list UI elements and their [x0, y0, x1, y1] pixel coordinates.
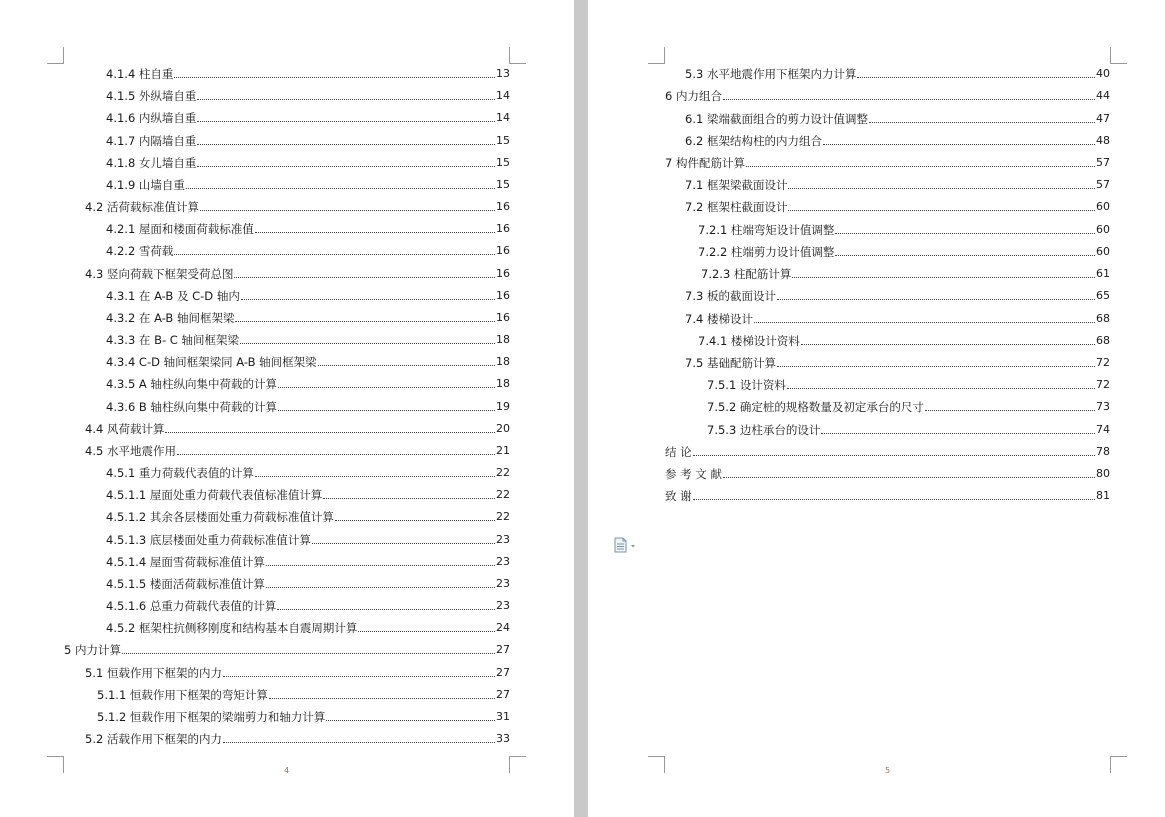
- dot-leader: [801, 344, 1095, 345]
- toc-entry[interactable]: [106, 132, 510, 148]
- crop-mark: [509, 756, 526, 773]
- page-5: [588, 0, 1165, 817]
- toc-entry-title: 7.2 框架柱截面设计: [685, 200, 788, 215]
- toc-entry[interactable]: [106, 65, 510, 81]
- toc-entry[interactable]: [698, 243, 1110, 259]
- dot-leader: [823, 144, 1095, 145]
- dot-leader: [835, 255, 1095, 256]
- toc-entry-page: 27: [496, 687, 510, 701]
- dot-leader: [335, 520, 495, 521]
- toc-entry[interactable]: [707, 421, 1110, 437]
- toc-entry[interactable]: [698, 221, 1110, 237]
- toc-entry-title: 4.5.1.2 其余各层楼面处重力荷载标准值计算: [106, 510, 334, 525]
- toc-entry-page: 27: [496, 665, 510, 679]
- toc-entry[interactable]: [685, 354, 1110, 370]
- toc-entry-title: 7.4.1 楼梯设计资料: [698, 333, 800, 348]
- toc-entry-page: 22: [496, 466, 510, 480]
- toc-entry-page: 33: [496, 732, 510, 746]
- toc-entry-page: 65: [1096, 289, 1110, 303]
- toc-entry-page: 18: [496, 355, 510, 369]
- crop-mark: [509, 47, 526, 64]
- toc-entry[interactable]: [85, 730, 510, 746]
- crop-mark: [648, 756, 665, 773]
- toc-entry-page: 40: [1096, 67, 1110, 80]
- toc-entry[interactable]: [106, 309, 510, 325]
- toc-entry[interactable]: [106, 287, 510, 303]
- dot-leader: [197, 144, 495, 145]
- toc-entry[interactable]: [85, 664, 510, 680]
- dot-leader: [792, 277, 1095, 278]
- toc-entry-page: 15: [496, 177, 510, 191]
- dot-leader: [122, 653, 495, 654]
- toc-entry-page: 23: [496, 554, 510, 568]
- toc-entry[interactable]: [106, 508, 510, 524]
- crop-mark: [648, 47, 665, 64]
- toc-entry-page: 13: [496, 67, 510, 80]
- toc-entry[interactable]: [106, 242, 510, 258]
- toc-entry[interactable]: [106, 176, 510, 192]
- toc-entry[interactable]: [106, 353, 510, 369]
- toc-entry-page: 16: [496, 244, 510, 258]
- document-icon[interactable]: [613, 537, 637, 553]
- dot-leader: [869, 122, 1095, 123]
- toc-entry-title: 7.5.1 设计资料: [707, 378, 786, 393]
- toc-entry[interactable]: [106, 619, 510, 635]
- toc-entry-title: 4.1.8 女儿墙自重: [106, 155, 197, 170]
- dot-leader: [266, 565, 495, 566]
- toc-entry[interactable]: [64, 641, 510, 657]
- toc-entry[interactable]: [106, 375, 510, 391]
- toc-entry-title: 4.5 水平地震作用: [85, 443, 176, 458]
- dot-leader: [174, 77, 495, 78]
- toc-entry-page: 81: [1096, 489, 1110, 503]
- dot-leader: [255, 476, 495, 477]
- toc-entry[interactable]: [106, 154, 510, 170]
- toc-entry-title: 4.1.4 柱自重: [106, 67, 174, 81]
- toc-entry[interactable]: [97, 708, 510, 724]
- dot-leader: [186, 188, 495, 189]
- toc-entry-page: 31: [496, 709, 510, 723]
- page-number: 5: [885, 766, 891, 775]
- dot-leader: [177, 454, 495, 455]
- crop-mark: [47, 47, 64, 64]
- dot-leader: [234, 277, 495, 278]
- dot-leader: [746, 166, 1095, 167]
- toc-entry-title: 7.5.3 边柱承台的设计: [707, 422, 821, 437]
- dot-leader: [723, 477, 1095, 478]
- toc-entry-title: 5.1.1 恒载作用下框架的弯矩计算: [97, 687, 268, 702]
- toc-entry-page: 57: [1096, 155, 1110, 169]
- toc-entry-title: 4.5.1.4 屋面雪荷载标准值计算: [106, 554, 265, 569]
- toc-entry[interactable]: [707, 398, 1110, 414]
- toc-entry-page: 16: [496, 266, 510, 280]
- toc-entry-title: 4.3.4 C-D 轴间框架梁同 A-B 轴间框架梁: [106, 355, 317, 370]
- toc-entry-page: 80: [1096, 467, 1110, 481]
- dot-leader: [197, 99, 495, 100]
- dot-leader: [223, 676, 495, 677]
- toc-entry[interactable]: [106, 531, 510, 547]
- toc-entry-page: 72: [1096, 356, 1110, 369]
- toc-entry[interactable]: [106, 486, 510, 502]
- dot-leader: [723, 99, 1095, 100]
- toc-entry[interactable]: [665, 87, 1110, 103]
- toc-entry-title: 4.1.7 内隔墙自重: [106, 133, 197, 148]
- toc-entry-page: 57: [1096, 178, 1110, 192]
- toc-entry-title: 7.5.2 确定桩的规格数量及初定承台的尺寸: [707, 400, 924, 415]
- dot-leader: [235, 321, 495, 322]
- toc-entry[interactable]: [665, 465, 1110, 481]
- toc-entry-title: 5.2 活载作用下框架的内力: [85, 732, 222, 747]
- toc-entry[interactable]: [685, 65, 1110, 81]
- toc-entry-page: 14: [496, 111, 510, 125]
- toc-entry[interactable]: [698, 332, 1110, 348]
- toc-entry-page: 24: [496, 621, 510, 635]
- toc-entry[interactable]: [106, 553, 510, 569]
- toc-entry[interactable]: [685, 132, 1110, 148]
- crop-mark: [1110, 756, 1127, 773]
- toc-entry-title: 5.1 恒载作用下框架的内力: [85, 665, 222, 680]
- toc-entry[interactable]: [665, 154, 1110, 170]
- dot-leader: [223, 742, 495, 743]
- dot-leader: [200, 210, 495, 211]
- toc-entry-page: 78: [1096, 444, 1110, 458]
- toc-entry-page: 23: [496, 576, 510, 590]
- toc-entry-title: 结 论: [665, 444, 692, 459]
- toc-entry-title: 4.1.6 内纵墙自重: [106, 111, 197, 126]
- toc-entry-page: 21: [496, 443, 510, 457]
- toc-entry-page: 60: [1096, 200, 1110, 214]
- toc-entry[interactable]: [97, 686, 510, 702]
- toc-entry[interactable]: [106, 109, 510, 125]
- toc-entry-page: 16: [496, 288, 510, 302]
- toc-entry-page: 18: [496, 333, 510, 346]
- toc-entry-title: 4.3.2 在 A-B 轴间框架梁: [106, 310, 235, 325]
- toc-entry-title: 6 内力组合: [665, 89, 722, 104]
- dot-leader: [777, 299, 1095, 300]
- toc-entry[interactable]: [106, 398, 510, 414]
- toc-entry-title: 4.5.1 重力荷载代表值的计算: [106, 466, 254, 481]
- dot-leader: [925, 410, 1095, 411]
- toc-entry-page: 74: [1096, 422, 1110, 436]
- toc-entry[interactable]: [665, 443, 1110, 459]
- dot-leader: [278, 410, 495, 411]
- toc-entry-title: 7.2.1 柱端弯矩设计值调整: [698, 222, 835, 237]
- dot-leader: [197, 166, 495, 167]
- toc-entry-page: 60: [1096, 244, 1110, 258]
- toc-entry-page: 44: [1096, 89, 1110, 103]
- toc-entry-page: 48: [1096, 133, 1110, 147]
- toc-entry-title: 7.1 框架梁截面设计: [685, 178, 788, 193]
- toc-entry-page: 68: [1096, 311, 1110, 325]
- crop-mark: [47, 756, 64, 773]
- toc-entry-page: 68: [1096, 333, 1110, 347]
- toc-entry-page: 27: [496, 643, 510, 657]
- toc-entry[interactable]: [106, 331, 510, 347]
- toc-entry-title: 4.2.1 屋面和楼面荷载标准值: [106, 222, 254, 237]
- dot-leader: [255, 232, 495, 233]
- dot-leader: [269, 698, 495, 699]
- toc-entry-title: 7.2.2 柱端剪力设计值调整: [698, 244, 835, 259]
- dot-leader: [857, 77, 1095, 78]
- toc-entry-title: 7 构件配筋计算: [665, 155, 745, 170]
- dot-leader: [278, 387, 495, 388]
- dot-leader: [788, 210, 1095, 211]
- dot-leader: [165, 432, 495, 433]
- toc-entry[interactable]: [701, 265, 1110, 281]
- dot-leader: [693, 455, 1095, 456]
- toc-entry[interactable]: [685, 198, 1110, 214]
- toc-entry-page: 16: [496, 200, 510, 213]
- toc-entry-title: 5.1.2 恒载作用下框架的梁端剪力和轴力计算: [97, 709, 326, 724]
- toc-entry-page: 60: [1096, 222, 1110, 236]
- toc-entry-title: 4.2.2 雪荷载: [106, 244, 174, 259]
- dot-leader: [693, 499, 1095, 500]
- toc-entry-page: 20: [496, 421, 510, 435]
- toc-entry-title: 7.3 板的截面设计: [685, 289, 776, 304]
- page-number: 4: [284, 766, 290, 775]
- dot-leader: [312, 543, 495, 544]
- toc-entry-title: 4.3.5 A 轴柱纵向集中荷载的计算: [106, 377, 277, 392]
- toc-entry-title: 4.3 竖向荷载下框架受荷总图: [85, 266, 234, 281]
- dot-leader: [266, 587, 495, 588]
- dot-leader: [326, 720, 495, 721]
- toc-entry[interactable]: [685, 310, 1110, 326]
- toc-entry[interactable]: [106, 220, 510, 236]
- dot-leader: [241, 299, 495, 300]
- toc-entry-title: 4.1.5 外纵墙自重: [106, 89, 197, 104]
- toc-entry-page: 14: [496, 89, 510, 103]
- dot-leader: [835, 233, 1095, 234]
- toc-entry-title: 4.5.1.3 底层楼面处重力荷载标准值计算: [106, 532, 311, 547]
- dot-leader: [788, 188, 1095, 189]
- toc-entry-title: 4.5.1.6 总重力荷载代表值的计算: [106, 599, 277, 614]
- toc-entry-title: 5 内力计算: [64, 643, 121, 658]
- toc-entry-title: 4.5.1.1 屋面处重力荷载代表值标准值计算: [106, 488, 323, 503]
- toc-entry[interactable]: [106, 575, 510, 591]
- toc-entry-title: 7.4 楼梯设计: [685, 311, 753, 326]
- toc-entry-page: 23: [496, 599, 510, 613]
- toc-entry-title: 6.1 梁端截面组合的剪力设计值调整: [685, 111, 868, 126]
- dot-leader: [821, 433, 1095, 434]
- toc-entry-page: 19: [496, 399, 510, 413]
- toc-entry[interactable]: [85, 265, 510, 281]
- toc-entry-title: 4.4 风荷载计算: [85, 421, 165, 436]
- toc-entry-page: 61: [1096, 267, 1110, 281]
- toc-entry-page: 22: [496, 510, 510, 524]
- toc-entry-title: 4.3.3 在 B- C 轴间框架梁: [106, 333, 239, 347]
- toc-entry-page: 18: [496, 377, 510, 391]
- dot-leader: [323, 498, 495, 499]
- toc-entry-page: 15: [496, 155, 510, 169]
- toc-entry-title: 7.5 基础配筋计算: [685, 356, 776, 370]
- toc-entry[interactable]: [106, 597, 510, 613]
- toc-entry-page: 16: [496, 222, 510, 236]
- toc-entry[interactable]: [665, 487, 1110, 503]
- toc-entry-title: 4.1.9 山墙自重: [106, 177, 185, 192]
- toc-entry-title: 5.3 水平地震作用下框架内力计算: [685, 67, 857, 81]
- toc-entry-title: 参 考 文 献: [665, 467, 722, 482]
- page-4: [0, 0, 574, 817]
- toc-entry-page: 72: [1096, 378, 1110, 392]
- dot-leader: [174, 254, 495, 255]
- toc-entry[interactable]: [85, 442, 510, 458]
- page-gutter: [574, 0, 588, 817]
- toc-entry[interactable]: [685, 176, 1110, 192]
- toc-entry[interactable]: [106, 464, 510, 480]
- toc-entry-title: 7.2.3 柱配筋计算: [701, 267, 792, 282]
- toc-entry[interactable]: [707, 376, 1110, 392]
- dot-leader: [777, 366, 1095, 367]
- toc-entry-page: 73: [1096, 400, 1110, 414]
- toc-entry-page: 47: [1096, 111, 1110, 125]
- dot-leader: [358, 631, 495, 632]
- toc-entry-title: 致 谢: [665, 489, 692, 504]
- toc-entry-page: 23: [496, 532, 510, 546]
- toc-entry-title: 6.2 框架结构柱的内力组合: [685, 133, 822, 148]
- dot-leader: [754, 322, 1095, 323]
- toc-entry-title: 4.3.1 在 A-B 及 C-D 轴内: [106, 288, 240, 303]
- toc-entry-title: 4.5.2 框架柱抗侧移刚度和结构基本自震周期计算: [106, 621, 358, 636]
- toc-entry-title: 4.2 活荷载标准值计算: [85, 200, 199, 214]
- dot-leader: [240, 343, 495, 344]
- toc-entry-title: 4.3.6 B 轴柱纵向集中荷载的计算: [106, 399, 277, 414]
- toc-entry[interactable]: [106, 87, 510, 103]
- crop-mark: [1110, 47, 1127, 64]
- toc-entry-page: 16: [496, 310, 510, 324]
- dot-leader: [197, 121, 495, 122]
- dot-leader: [277, 609, 495, 610]
- toc-entry-title: 4.5.1.5 楼面活荷载标准值计算: [106, 576, 265, 591]
- toc-entry[interactable]: [85, 420, 510, 436]
- dot-leader: [787, 388, 1095, 389]
- toc-entry[interactable]: [85, 198, 510, 214]
- toc-entry-page: 22: [496, 488, 510, 502]
- toc-entry[interactable]: [685, 287, 1110, 303]
- toc-entry[interactable]: [685, 110, 1110, 126]
- dot-leader: [318, 365, 495, 366]
- toc-entry-page: 15: [496, 133, 510, 147]
